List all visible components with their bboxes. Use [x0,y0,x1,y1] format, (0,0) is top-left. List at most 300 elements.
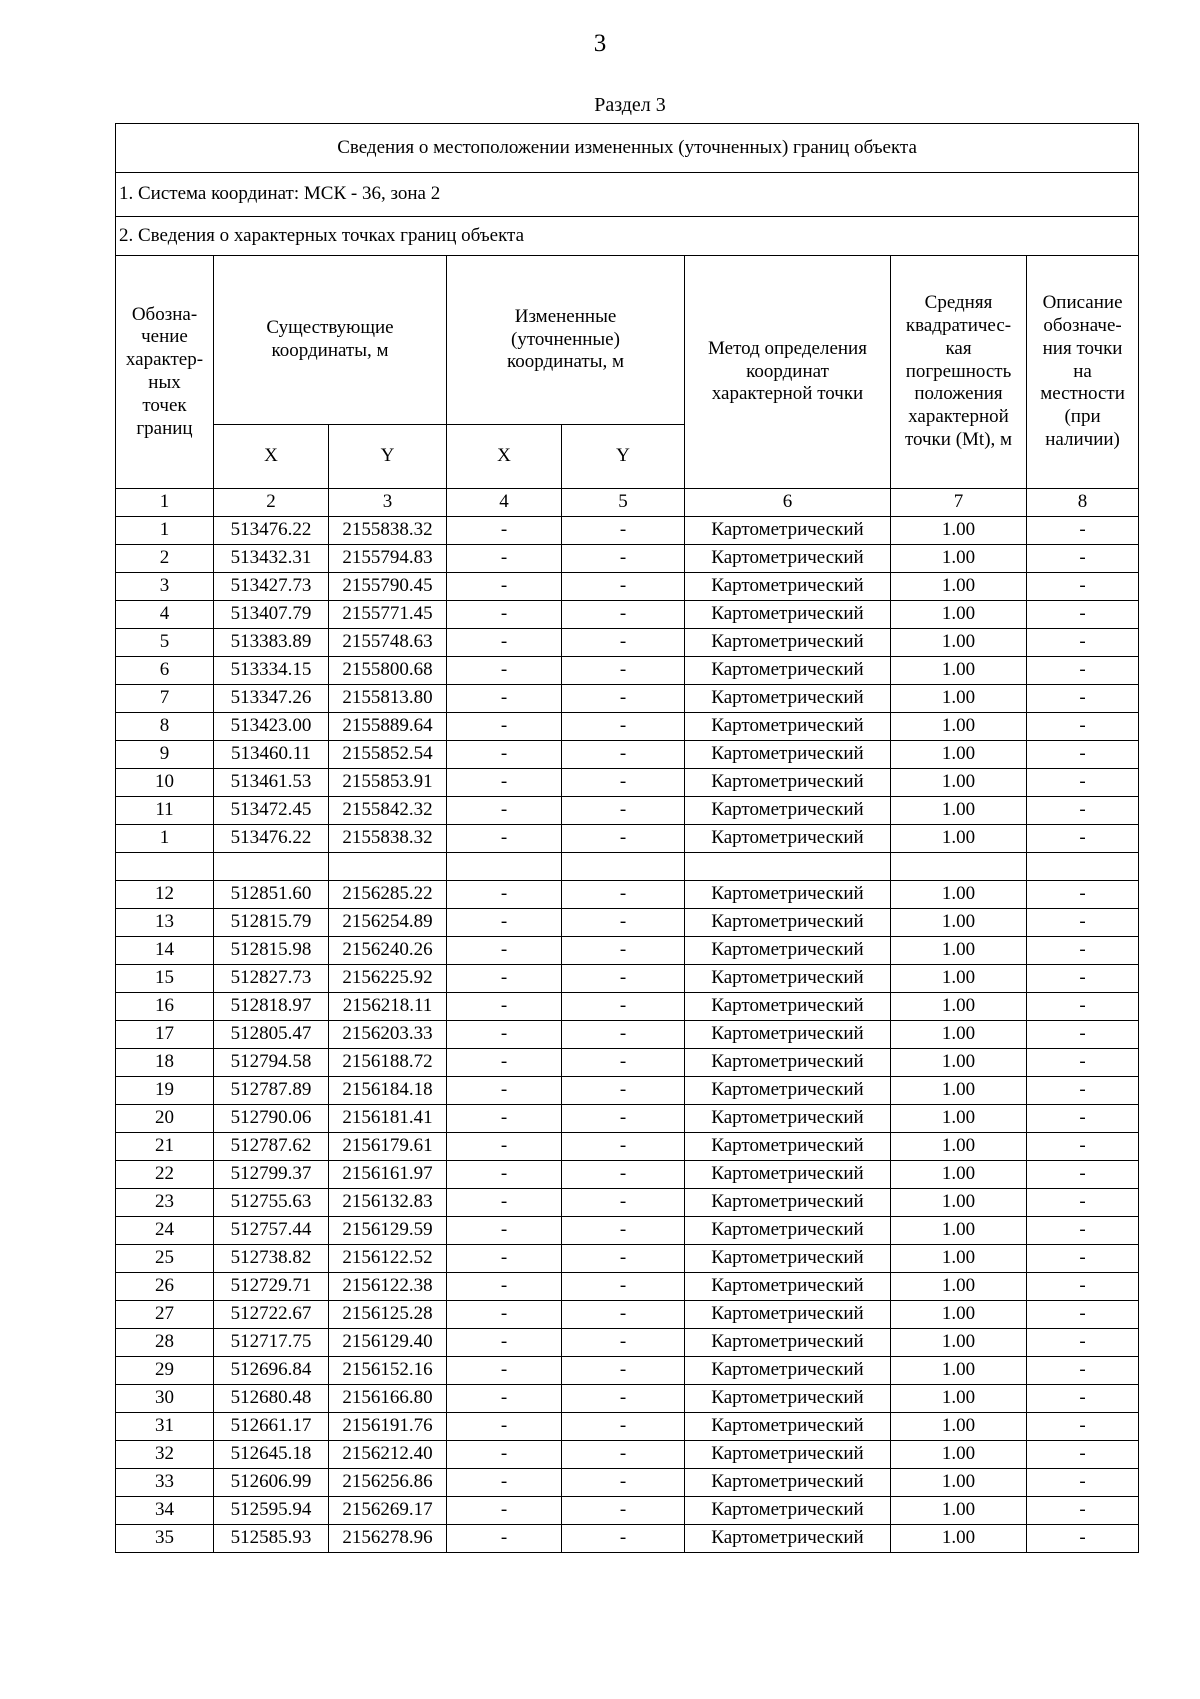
cell-description: - [1027,937,1139,965]
cell-existing-x: 512805.47 [214,1021,329,1049]
cell-method: Картометрический [685,713,891,741]
cell-changed-x: - [447,1385,562,1413]
column-number: 3 [329,489,447,517]
table-row [116,1525,1139,1553]
cell-existing-x: 512799.37 [214,1161,329,1189]
cell-changed-x: - [447,1189,562,1217]
table-row [116,909,1139,937]
cell-description: - [1027,1049,1139,1077]
cell-mean-error: 1.00 [891,1189,1027,1217]
cell-point-id: 10 [116,769,214,797]
cell-changed-x: - [447,965,562,993]
cell-existing-y: 2155800.68 [329,657,447,685]
cell-existing-x: 513383.89 [214,629,329,657]
table-row [116,1217,1139,1245]
cell-changed-x: - [447,545,562,573]
cell-description: - [1027,713,1139,741]
cell-method: Картометрический [685,517,891,545]
cell-description: - [1027,1413,1139,1441]
table-row [116,1133,1139,1161]
cell-changed-x: - [447,713,562,741]
table-row [116,1385,1139,1413]
coordinate-system: 1. Система координат: МСК - 36, зона 2 [116,173,1139,217]
cell-mean-error: 1.00 [891,1525,1027,1553]
cell-description: - [1027,1357,1139,1385]
cell-point-id: 33 [116,1469,214,1497]
cell-description: - [1027,685,1139,713]
cell-existing-y: 2156225.92 [329,965,447,993]
cell-method: Картометрический [685,1385,891,1413]
cell-changed-y: - [562,1021,685,1049]
cell-mean-error: 1.00 [891,629,1027,657]
column-number: 7 [891,489,1027,517]
cell-method: Картометрический [685,825,891,853]
cell-changed-x: - [447,1301,562,1329]
cell-existing-x: 512717.75 [214,1329,329,1357]
cell-changed-x: - [447,1469,562,1497]
cell-description: - [1027,1077,1139,1105]
cell-description: - [1027,657,1139,685]
cell-changed-x: - [447,909,562,937]
cell-description: - [1027,545,1139,573]
cell-existing-y: 2156161.97 [329,1161,447,1189]
cell-method: Картометрический [685,741,891,769]
header-method: Метод определения координат характерной точки [685,256,891,489]
cell-method: Картометрический [685,1441,891,1469]
cell-point-id: 31 [116,1413,214,1441]
cell-changed-x: - [447,685,562,713]
cell-mean-error: 1.00 [891,937,1027,965]
cell-point-id: 7 [116,685,214,713]
table-row [116,937,1139,965]
cell-point-id: 8 [116,713,214,741]
cell-description: - [1027,629,1139,657]
table-row [116,685,1139,713]
cell-point-id: 5 [116,629,214,657]
table-row [116,853,1139,881]
cell-existing-y: 2155748.63 [329,629,447,657]
cell-existing-y: 2156240.26 [329,937,447,965]
cell-point-id: 16 [116,993,214,1021]
cell-changed-x: - [447,1357,562,1385]
cell-changed-x [447,853,562,881]
cell-mean-error: 1.00 [891,993,1027,1021]
table-row [116,1273,1139,1301]
cell-changed-y: - [562,993,685,1021]
table-row [116,573,1139,601]
cell-point-id: 13 [116,909,214,937]
cell-point-id: 29 [116,1357,214,1385]
cell-point-id: 17 [116,1021,214,1049]
column-number: 8 [1027,489,1139,517]
cell-existing-x: 512794.58 [214,1049,329,1077]
table-row [116,1049,1139,1077]
table-title: Сведения о местоположении измененных (уточненных) границ объекта [116,124,1139,173]
cell-description: - [1027,797,1139,825]
table-row [116,993,1139,1021]
cell-existing-x: 512729.71 [214,1273,329,1301]
cell-point-id: 15 [116,965,214,993]
cell-existing-y: 2155790.45 [329,573,447,601]
table-row [116,545,1139,573]
cell-method: Картометрический [685,797,891,825]
column-number: 1 [116,489,214,517]
cell-existing-y: 2155853.91 [329,769,447,797]
cell-existing-x: 513460.11 [214,741,329,769]
cell-existing-y: 2156256.86 [329,1469,447,1497]
cell-existing-y: 2156191.76 [329,1413,447,1441]
cell-description: - [1027,965,1139,993]
column-number: 4 [447,489,562,517]
cell-changed-x: - [447,573,562,601]
cell-changed-y: - [562,1049,685,1077]
cell-method: Картометрический [685,965,891,993]
cell-existing-x: 513472.45 [214,797,329,825]
cell-description: - [1027,1133,1139,1161]
cell-mean-error: 1.00 [891,1469,1027,1497]
cell-changed-y: - [562,1245,685,1273]
cell-changed-x: - [447,517,562,545]
cell-method: Картометрический [685,573,891,601]
cell-mean-error: 1.00 [891,1385,1027,1413]
cell-mean-error: 1.00 [891,1217,1027,1245]
cell-changed-y: - [562,797,685,825]
cell-method: Картометрический [685,685,891,713]
header-changed-x: X [447,425,562,489]
cell-existing-x: 513432.31 [214,545,329,573]
cell-point-id: 25 [116,1245,214,1273]
cell-existing-x: 512738.82 [214,1245,329,1273]
cell-method: Картометрический [685,1245,891,1273]
cell-changed-y: - [562,685,685,713]
cell-changed-x: - [447,1329,562,1357]
cell-point-id: 34 [116,1497,214,1525]
cell-mean-error: 1.00 [891,1161,1027,1189]
cell-existing-y: 2156129.59 [329,1217,447,1245]
cell-changed-x: - [447,1217,562,1245]
cell-point-id: 24 [116,1217,214,1245]
table-row [116,965,1139,993]
cell-changed-y: - [562,1133,685,1161]
cell-description: - [1027,1469,1139,1497]
cell-changed-y: - [562,573,685,601]
cell-mean-error: 1.00 [891,1329,1027,1357]
cell-mean-error: 1.00 [891,1105,1027,1133]
cell-existing-y: 2156122.38 [329,1273,447,1301]
cell-existing-x: 512585.93 [214,1525,329,1553]
header-changed-coordinates: Измененные (уточненные) координаты, м [447,256,685,425]
cell-changed-y: - [562,1161,685,1189]
cell-point-id: 19 [116,1077,214,1105]
cell-changed-y: - [562,1105,685,1133]
cell-changed-y: - [562,1077,685,1105]
cell-mean-error: 1.00 [891,1413,1027,1441]
cell-existing-x: 512680.48 [214,1385,329,1413]
cell-existing-y: 2156122.52 [329,1245,447,1273]
cell-existing-x: 513423.00 [214,713,329,741]
cell-existing-x: 512815.79 [214,909,329,937]
cell-existing-y: 2156129.40 [329,1329,447,1357]
table-row [116,1161,1139,1189]
cell-changed-x: - [447,769,562,797]
cell-changed-y: - [562,1329,685,1357]
column-number: 2 [214,489,329,517]
cell-existing-y: 2155842.32 [329,797,447,825]
cell-description: - [1027,1525,1139,1553]
cell-mean-error [891,853,1027,881]
cell-existing-y: 2156152.16 [329,1357,447,1385]
cell-description: - [1027,1441,1139,1469]
cell-changed-y: - [562,965,685,993]
cell-description: - [1027,1217,1139,1245]
header-existing-x: X [214,425,329,489]
cell-changed-x: - [447,1161,562,1189]
cell-existing-x: 512661.17 [214,1413,329,1441]
cell-description: - [1027,993,1139,1021]
cell-changed-y [562,853,685,881]
cell-description: - [1027,1301,1139,1329]
cell-existing-x: 512757.44 [214,1217,329,1245]
cell-point-id: 23 [116,1189,214,1217]
cell-mean-error: 1.00 [891,1357,1027,1385]
cell-point-id: 20 [116,1105,214,1133]
cell-description: - [1027,1021,1139,1049]
cell-changed-y: - [562,1497,685,1525]
cell-existing-y: 2156181.41 [329,1105,447,1133]
cell-existing-y: 2156269.17 [329,1497,447,1525]
cell-existing-x: 512815.98 [214,937,329,965]
cell-method: Картометрический [685,1469,891,1497]
cell-point-id: 4 [116,601,214,629]
cell-description [1027,853,1139,881]
cell-method: Картометрический [685,1357,891,1385]
cell-method: Картометрический [685,993,891,1021]
cell-changed-y: - [562,881,685,909]
header-existing-y: Y [329,425,447,489]
cell-existing-y: 2155838.32 [329,825,447,853]
cell-mean-error: 1.00 [891,1245,1027,1273]
cell-changed-x: - [447,657,562,685]
cell-point-id: 3 [116,573,214,601]
cell-point-id [116,853,214,881]
cell-changed-x: - [447,601,562,629]
cell-method: Картометрический [685,1525,891,1553]
cell-changed-y: - [562,545,685,573]
cell-existing-x: 512818.97 [214,993,329,1021]
cell-existing-x: 512755.63 [214,1189,329,1217]
cell-changed-y: - [562,1413,685,1441]
table-row [116,825,1139,853]
cell-description: - [1027,881,1139,909]
table-row [116,517,1139,545]
section-title: Раздел 3 [594,94,666,116]
cell-changed-x: - [447,1413,562,1441]
cell-changed-y: - [562,1469,685,1497]
table-row [116,741,1139,769]
cell-existing-y: 2156179.61 [329,1133,447,1161]
cell-mean-error: 1.00 [891,769,1027,797]
table-row [116,1021,1139,1049]
cell-existing-x: 513461.53 [214,769,329,797]
cell-changed-y: - [562,825,685,853]
cell-method: Картометрический [685,1133,891,1161]
cell-existing-x: 513407.79 [214,601,329,629]
cell-description: - [1027,909,1139,937]
table-row [116,769,1139,797]
cell-changed-y: - [562,517,685,545]
cell-method: Картометрический [685,1189,891,1217]
cell-method: Картометрический [685,1105,891,1133]
header-existing-coordinates: Существующие координаты, м [214,256,447,425]
cell-existing-x: 512606.99 [214,1469,329,1497]
cell-method: Картометрический [685,881,891,909]
cell-mean-error: 1.00 [891,741,1027,769]
cell-method: Картометрический [685,769,891,797]
cell-changed-x: - [447,1105,562,1133]
table-row [116,1329,1139,1357]
cell-existing-y: 2156218.11 [329,993,447,1021]
cell-method: Картометрический [685,1273,891,1301]
cell-point-id: 26 [116,1273,214,1301]
cell-description: - [1027,1245,1139,1273]
cell-changed-y: - [562,1301,685,1329]
cell-changed-x: - [447,825,562,853]
cell-existing-y: 2156212.40 [329,1441,447,1469]
cell-existing-y: 2155794.83 [329,545,447,573]
cell-changed-x: - [447,1021,562,1049]
cell-method: Картометрический [685,1329,891,1357]
cell-mean-error: 1.00 [891,1133,1027,1161]
cell-mean-error: 1.00 [891,517,1027,545]
cell-point-id: 21 [116,1133,214,1161]
cell-existing-x: 512790.06 [214,1105,329,1133]
cell-mean-error: 1.00 [891,657,1027,685]
cell-changed-x: - [447,1133,562,1161]
cell-changed-y: - [562,657,685,685]
cell-changed-x: - [447,1273,562,1301]
cell-mean-error: 1.00 [891,1021,1027,1049]
boundary-points-table [115,123,1139,1553]
cell-mean-error: 1.00 [891,1077,1027,1105]
table-row [116,797,1139,825]
cell-existing-y [329,853,447,881]
cell-changed-x: - [447,881,562,909]
cell-mean-error: 1.00 [891,1441,1027,1469]
cell-changed-y: - [562,1189,685,1217]
cell-existing-x: 512645.18 [214,1441,329,1469]
table-row [116,1469,1139,1497]
cell-changed-x: - [447,629,562,657]
cell-mean-error: 1.00 [891,1049,1027,1077]
cell-description: - [1027,825,1139,853]
table-row [116,1357,1139,1385]
table-row [116,1105,1139,1133]
cell-description: - [1027,769,1139,797]
cell-changed-x: - [447,1525,562,1553]
cell-description: - [1027,1329,1139,1357]
cell-method: Картометрический [685,1413,891,1441]
cell-existing-y: 2156166.80 [329,1385,447,1413]
table-row [116,1301,1139,1329]
header-designation: Обозна- чение характер- ных точек границ [116,256,214,489]
cell-mean-error: 1.00 [891,881,1027,909]
page-number: 3 [593,30,607,57]
cell-method: Картометрический [685,937,891,965]
cell-changed-y: - [562,601,685,629]
header-point-description: Описание обозначе- ния точки на местности (при наличии) [1027,256,1139,489]
points-heading: 2. Сведения о характерных точках границ объекта [116,217,1139,256]
cell-changed-y: - [562,937,685,965]
cell-method: Картометрический [685,1049,891,1077]
cell-description: - [1027,517,1139,545]
cell-existing-y: 2156132.83 [329,1189,447,1217]
cell-description: - [1027,573,1139,601]
cell-description: - [1027,1161,1139,1189]
cell-existing-y: 2155813.80 [329,685,447,713]
cell-point-id: 32 [116,1441,214,1469]
cell-existing-x: 512827.73 [214,965,329,993]
cell-method: Картометрический [685,1161,891,1189]
table-row [116,713,1139,741]
cell-description: - [1027,1497,1139,1525]
cell-existing-y: 2156188.72 [329,1049,447,1077]
cell-existing-x [214,853,329,881]
cell-point-id: 35 [116,1525,214,1553]
cell-point-id: 18 [116,1049,214,1077]
cell-mean-error: 1.00 [891,965,1027,993]
cell-point-id: 6 [116,657,214,685]
cell-changed-x: - [447,1245,562,1273]
cell-existing-y: 2155889.64 [329,713,447,741]
table-row [116,1245,1139,1273]
header-mean-error: Средняя квадратичес- кая погрешность положения характерной точки (Mt), м [891,256,1027,489]
column-numbers-row [116,489,1139,517]
cell-existing-y: 2156285.22 [329,881,447,909]
cell-changed-x: - [447,937,562,965]
cell-method: Картометрический [685,1217,891,1245]
cell-mean-error: 1.00 [891,685,1027,713]
cell-method: Картометрический [685,909,891,937]
table-row [116,657,1139,685]
cell-changed-y: - [562,741,685,769]
cell-point-id: 2 [116,545,214,573]
cell-changed-y: - [562,1273,685,1301]
cell-changed-y: - [562,1385,685,1413]
cell-point-id: 12 [116,881,214,909]
cell-method: Картометрический [685,1077,891,1105]
cell-changed-y: - [562,629,685,657]
cell-point-id: 11 [116,797,214,825]
cell-existing-x: 512696.84 [214,1357,329,1385]
cell-mean-error: 1.00 [891,1301,1027,1329]
cell-mean-error: 1.00 [891,713,1027,741]
cell-method: Картометрический [685,1021,891,1049]
table-row [116,1497,1139,1525]
table-row [116,629,1139,657]
cell-point-id: 1 [116,825,214,853]
cell-method [685,853,891,881]
cell-description: - [1027,1189,1139,1217]
cell-description: - [1027,1385,1139,1413]
cell-method: Картометрический [685,657,891,685]
cell-changed-y: - [562,713,685,741]
cell-point-id: 28 [116,1329,214,1357]
cell-existing-x: 512787.62 [214,1133,329,1161]
cell-changed-x: - [447,993,562,1021]
cell-description: - [1027,1105,1139,1133]
cell-method: Картометрический [685,1497,891,1525]
cell-mean-error: 1.00 [891,909,1027,937]
